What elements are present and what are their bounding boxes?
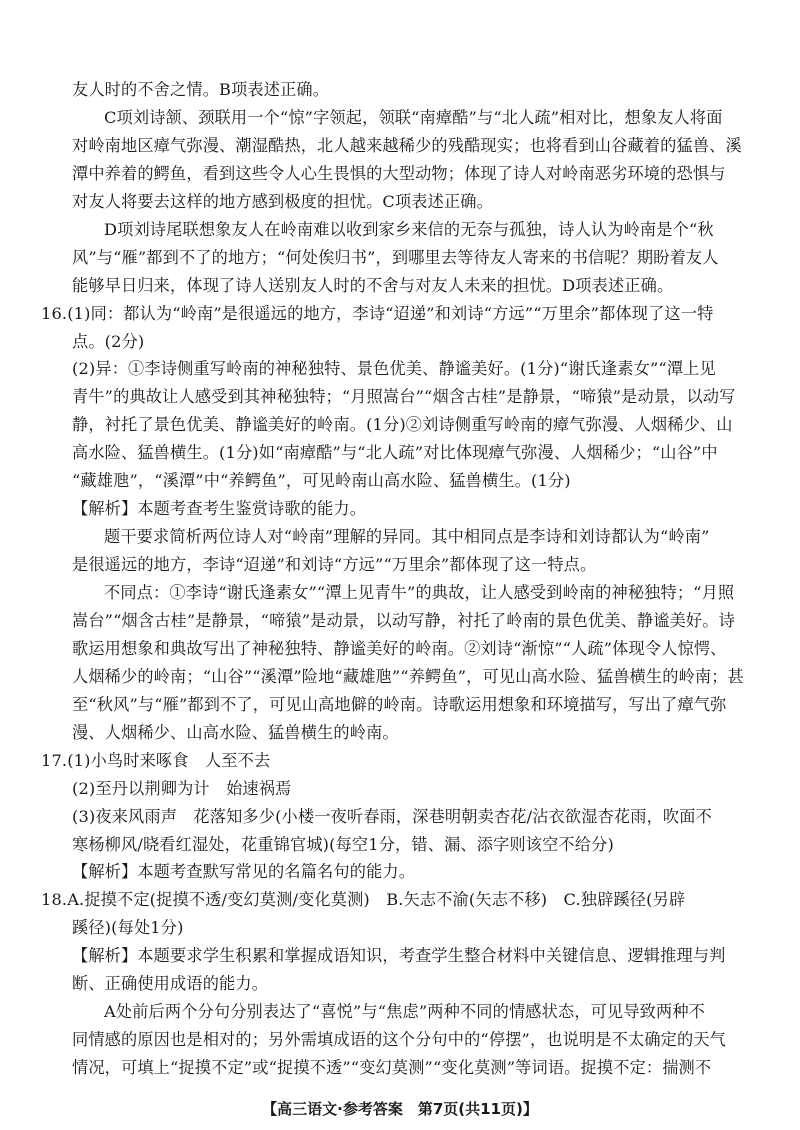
text-line: 人烟稀少的岭南；“山谷”“溪潭”险地“藏雄虺”“养鳄鱼”，可见山高水险、猛兽横生的岭南；甚 [72,666,744,686]
text-line: 蹊径)(每处1分) [72,918,184,938]
analysis-heading: 【解析】本题要求学生积累和掌握成语知识，考查学生整合材料中关键信息、逻辑推理与判 [72,946,726,966]
text-line: “藏雄虺”，“溪潭”中“养鳄鱼”，可见岭南山高水险、猛兽横生。(1分) [72,471,571,491]
text-line: 歌运用想象和典故写出了神秘独特、静谧美好的岭南。②刘诗“渐惊”“人疏”体现令人惊愕、 [72,638,727,658]
text-line: 题干要求简析两位诗人对“岭南”理解的异同。其中相同点是李诗和刘诗都认为“岭南” [104,527,710,547]
analysis-heading: 【解析】本题考查默写常见的名篇名句的能力。 [72,862,416,882]
text-line: 潭中养着的鳄鱼，看到这些令人心生畏惧的大型动物；体现了诗人对岭南恶劣环境的恐惧与 [72,163,726,183]
text-line: 同情感的原因也是相对的；另外需填成语的这个分句中的“停摆”，也说明是不太确定的天气 [72,1030,727,1050]
question-18-answer: 18.A.捉摸不定(捉摸不透/变幻莫测/变化莫测) B.矢志不渝(矢志不移) C.独辟蹊径(另辟 [41,890,686,910]
question-16-answer: 16.(1)同：都认为“岭南”是很遥远的地方，李诗“迢递”和刘诗“方远”“万里余”都体现了这一特 [41,303,714,323]
text-line: 对岭南地区瘴气弥漫、潮湿酷热，北人越来越稀少的残酷现实；也将看到山谷藏着的猛兽、溪 [72,135,742,155]
text-line: 嵩台”“烟含古桂”是静景，“啼猿”是动景，以动写静，衬托了岭南的景色优美、静谧美好。诗 [72,610,735,630]
analysis-heading: 【解析】本题考查考生鉴赏诗歌的能力。 [72,499,367,519]
page-footer: 【高三语文·参考答案 第7页(共11页)】 [262,1100,538,1118]
text-line: 至“秋风”与“雁”都到不了，可见山高地僻的岭南。诗歌运用想象和环境描写，写出了瘴气弥 [72,694,727,714]
text-line: 漫、人烟稀少、山高水险、猛兽横生的岭南。 [72,722,399,742]
text-line: (2)至丹以荆卿为计 始速祸焉 [72,778,292,798]
text-line: 风”与“雁”都到不了的地方；“何处俟归书”，到哪里去等待友人寄来的书信呢？期盼着友人 [72,247,719,267]
text-line: 静，衬托了景色优美、静谧美好的岭南。(1分)②刘诗侧重写岭南的瘴气弥漫、人烟稀少、山 [72,415,733,435]
text-line: (3)夜来风雨声 花落知多少(小楼一夜听春雨，深巷明朝卖杏花/沾衣欲湿杏花雨，吹面不 [72,806,712,826]
text-line: 高水险、猛兽横生。(1分)如“南瘴酷”与“北人疏”对比体现瘴气弥漫、人烟稀少；“山谷”中 [72,443,718,463]
text-line: D项刘诗尾联想象友人在岭南难以收到家乡来信的无奈与孤独，诗人认为岭南是个“秋 [104,219,714,239]
text-line: C项刘诗颔、颈联用一个“惊”字领起，领联“南瘴酷”与“北人疏”相对比，想象友人将面 [104,107,723,127]
text-line: 是很遥远的地方，李诗“迢递”和刘诗“方远”“万里余”都体现了这一特点。 [72,555,597,575]
text-line: 能够早日归来，体现了诗人送别友人时的不舍与对友人未来的担忧。D项表述正确。 [72,275,674,295]
question-17-answer: 17.(1)小鸟时来啄食 人至不去 [41,750,271,770]
text-line: 青牛”的典故让人感受到其神秘独特；“月照嵩台”“烟含古桂”是静景，“啼猿”是动景，以动写 [72,387,736,407]
text-line: A处前后两个分句分别表达了“喜悦”与“焦虑”两种不同的情感状态，可见导致两种不 [104,1002,706,1022]
text-line: 情况，可填上“捉摸不定”或“捉摸不透”“变幻莫测”“变化莫测”等词语。捉摸不定：揣测不 [72,1058,712,1078]
text-line: (2)异：①李诗侧重写岭南的神秘独特、景色优美、静谧美好。(1分)“谢氏逢素女”“潭上见 [72,359,716,379]
text-line: 点。(2分) [72,331,145,351]
text-line: 不同点：①李诗“谢氏逢素女”“潭上见青牛”的典故，让人感受到岭南的神秘独特；“月照 [104,583,735,602]
text-line: 寒杨柳风/晓看红湿处，花重锦官城)(每空1分，错、漏、添字则该空不给分) [72,834,614,854]
text-line: 对友人将要去这样的地方感到极度的担忧。C项表述正确。 [72,191,493,211]
text-line: 断、正确使用成语的能力。 [72,974,269,994]
text-line: 友人时的不舍之情。B项表述正确。 [72,80,330,99]
